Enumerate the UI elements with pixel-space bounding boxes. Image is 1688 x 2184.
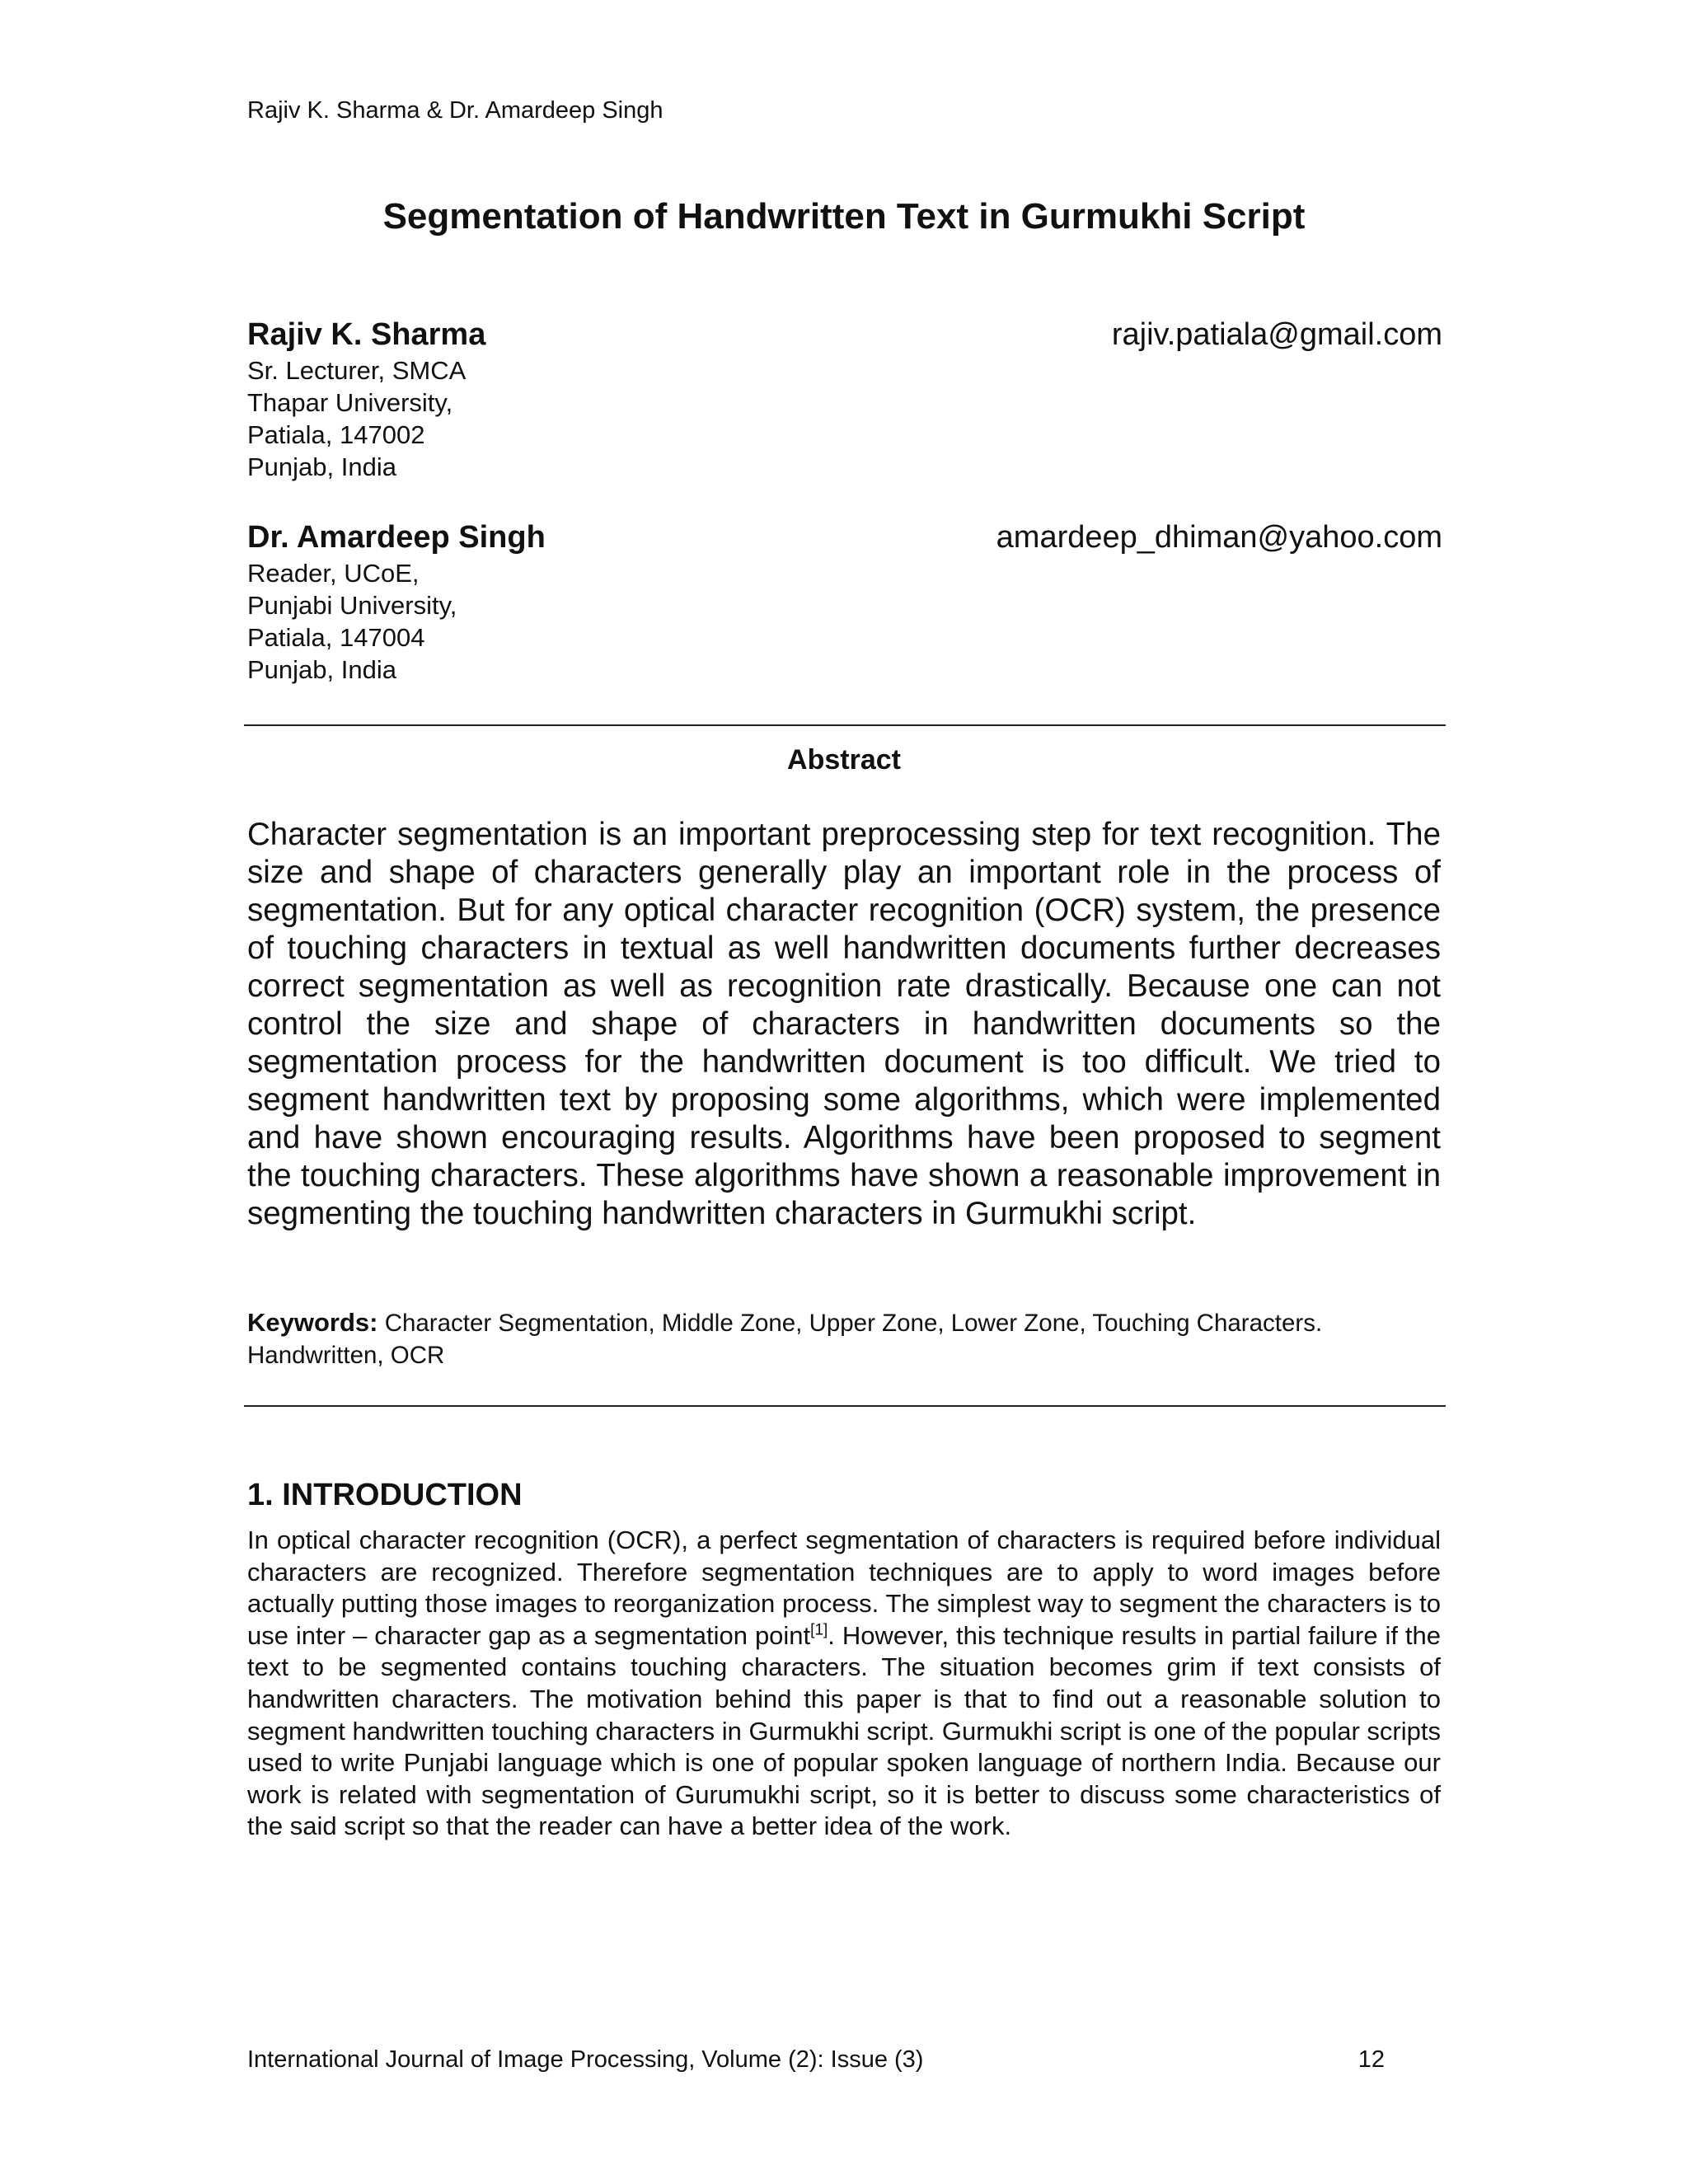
author-affiliation-line: Patiala, 147004: [247, 623, 425, 652]
keywords-label: Keywords:: [247, 1308, 378, 1337]
author-affiliation-line: Thapar University,: [247, 388, 453, 417]
journal-info: International Journal of Image Processing, Volume (2): Issue (3): [247, 2046, 924, 2073]
author-name: Rajiv K. Sharma: [247, 317, 486, 352]
author-name: Dr. Amardeep Singh: [247, 520, 546, 555]
introduction-body: [247, 1525, 1441, 1843]
paper-title: Segmentation of Handwritten Text in Gurmukhi Script: [382, 196, 1306, 237]
author-affiliation-line: Punjabi University,: [247, 591, 457, 620]
divider-bottom: [244, 1405, 1446, 1407]
section-heading-introduction: 1. INTRODUCTION: [247, 1478, 523, 1512]
running-header: Rajiv K. Sharma & Dr. Amardeep Singh: [247, 97, 663, 124]
author-affiliation-line: Reader, UCoE,: [247, 559, 420, 588]
abstract-body: Character segmentation is an important preprocessing step for text recognition. The size and shape of characters generally play an important role in the process of segmentation. But for any optical character recognition (OCR) system, the presence of touching characters in textual as well handwritten documents further decreases correct segmentation as well as recognition rate drastically. Because one can not control the size and shape of characters in handwritten documents so the segmentation process for the handwritten document is too difficult. We tried to segment handwritten text by proposing some algorithms, which were implemented and have shown encouraging results. Algorithms have been proposed to segment the touching characters. These algorithms have shown a reasonable improvement in segmenting the touching handwritten characters in Gurmukhi script.: [247, 817, 1441, 1231]
author-email[interactable]: amardeep_dhiman@yahoo.com: [996, 520, 1442, 555]
author-email[interactable]: rajiv.patiala@gmail.com: [1111, 317, 1442, 352]
author-block-1: [247, 315, 1442, 483]
keywords: [247, 1306, 1442, 1371]
author-affiliation-line: Sr. Lecturer, SMCA: [247, 356, 467, 385]
introduction-text: In optical character recognition (OCR), a perfect segmentation of characters is required before individual characters are recognized. Therefore segmentation techniques are to apply to word images before actually putting those images to reorganization process. The simplest way to segment the characters is to use inter – character gap as a segmentation point: [247, 1526, 1441, 1650]
page-number: 12: [1357, 2046, 1385, 2073]
keywords-list-continued: Handwritten, OCR: [247, 1342, 445, 1369]
author-affiliation-line: Punjab, India: [247, 655, 396, 684]
page-footer: [247, 2046, 1385, 2074]
keywords-list: Character Segmentation, Middle Zone, Upper Zone, Lower Zone, Touching Characters.: [384, 1310, 1323, 1337]
divider-top: [244, 724, 1446, 726]
citation-ref[interactable]: [1]: [810, 1621, 828, 1639]
author-affiliation-line: Punjab, India: [247, 452, 396, 481]
introduction-text-continued: . However, this technique results in partial failure if the text to be segmented contains touching characters. The situation becomes grim if text consists of handwritten characters. The motivation behind this paper is that to find out a reasonable solution to segment handwritten touching characters in Gurmukhi script. Gurmukhi script is one of the popular scripts used to write Punjabi language which is one of popular spoken language of northern India. Because our work is related with segmentation of Gurumukhi script, so it is better to discuss some characteristics of the said script so that the reader can have a better idea of the work.: [247, 1620, 1441, 1841]
author-affiliation-line: Patiala, 147002: [247, 420, 425, 449]
author-block-2: [247, 518, 1442, 686]
abstract-heading: Abstract: [787, 744, 901, 776]
